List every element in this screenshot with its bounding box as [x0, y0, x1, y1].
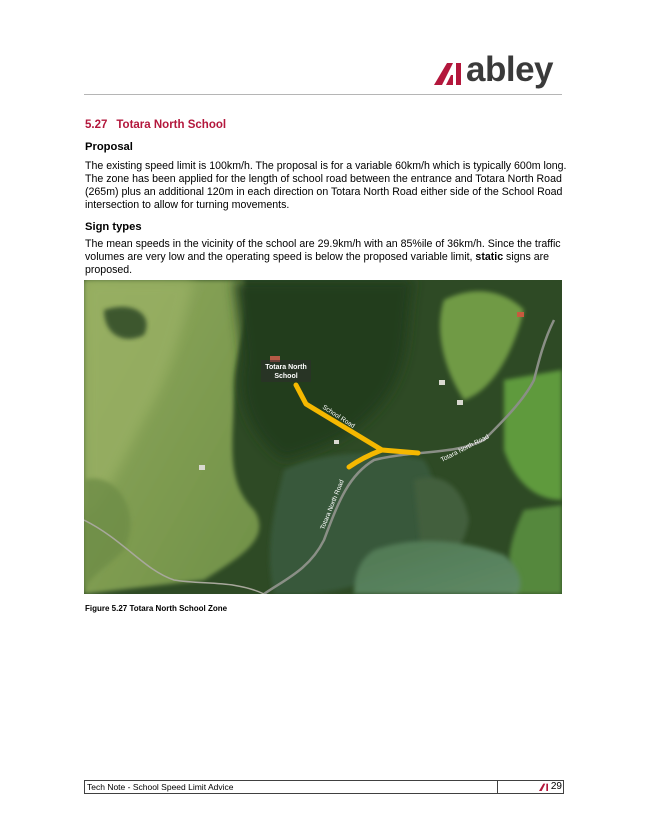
sign-types-bold: static	[475, 251, 504, 263]
section-heading	[85, 119, 226, 131]
aerial-map-image	[84, 280, 562, 594]
totara-north-road-east-label: Totara North Road	[439, 433, 491, 464]
house	[334, 440, 339, 444]
proposal-paragraph: The existing speed limit is 100km/h. The proposal is for a variable 60km/h which is typically 600m long. The zone has been applied for the length of school road between the entrance and Totara North Road (265m) plus an additional 120m in each direction on Totara North Road either side of the School Road intersection to allow for turning movements.	[85, 160, 567, 211]
page-footer	[84, 780, 564, 794]
logo-text: abley	[466, 50, 553, 89]
sign-types-heading: Sign types	[85, 221, 142, 233]
school-road-label: School Road	[320, 403, 356, 430]
aerial-map	[84, 280, 562, 594]
proposal-heading: Proposal	[85, 141, 133, 153]
house	[199, 465, 205, 470]
footer-page-cell	[498, 781, 563, 793]
school-label-line-1: Totara North	[265, 364, 307, 371]
sign-types-text-2: signs are proposed.	[85, 251, 550, 276]
section-title: Totara North School	[116, 119, 227, 131]
totara-north-road-south-label: Totara North Road	[319, 478, 346, 531]
header-divider	[84, 94, 562, 95]
section-number: 5.27	[85, 119, 108, 131]
house	[517, 312, 524, 317]
house	[457, 400, 463, 405]
abley-logo-mark-icon	[434, 61, 464, 85]
school-label	[261, 360, 311, 382]
house	[439, 380, 445, 385]
footer-document-title: Tech Note - School Speed Limit Advice	[85, 781, 498, 793]
sign-types-text-1: The mean speeds in the vicinity of the school are 29.9km/h with an 85%ile of 36km/h. Since the traffic volumes are very low and the operating speed is below the proposed variable limit,	[85, 238, 561, 263]
abley-logo-mark-icon	[539, 783, 549, 791]
sign-types-paragraph	[85, 238, 567, 277]
page-number: 29	[550, 781, 562, 792]
figure-caption: Figure 5.27 Totara North School Zone	[85, 604, 228, 613]
abley-logo	[434, 52, 553, 88]
school-label-line-2: School	[274, 373, 298, 380]
